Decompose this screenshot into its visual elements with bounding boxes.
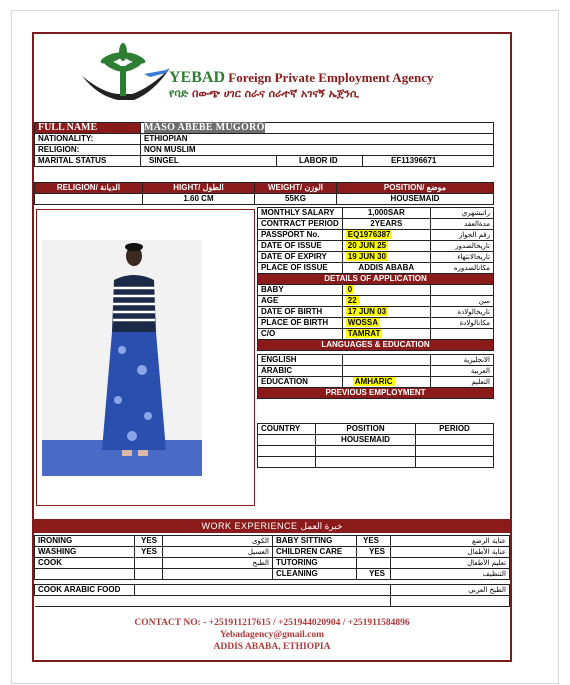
brand-name-en: YEBAD [169, 69, 226, 86]
detail-label-ar: راتبشهري [430, 208, 493, 219]
weight-value: 55KG [255, 194, 337, 205]
work-left-ar: الطبخ [163, 558, 273, 569]
application-label: AGE [258, 296, 343, 307]
application-value: WOSSA [347, 318, 379, 327]
marital-label: MARITAL STATUS [35, 156, 141, 167]
agency-name-en-text: Foreign Private Employment Agency [228, 70, 434, 85]
prev-header-position: POSITION [316, 424, 416, 435]
detail-label-ar: تاريخالانتهاء [430, 252, 493, 263]
work-empty-row [391, 596, 510, 607]
prev-empty [316, 457, 416, 468]
arabic-food-label: COOK ARABIC FOOD [35, 585, 135, 596]
language-label: ENGLISH [258, 355, 343, 366]
work-left-label [35, 569, 135, 580]
work-left-value [135, 569, 163, 580]
detail-label: PASSPORT No. [258, 230, 343, 241]
details-table [257, 207, 494, 399]
detail-row [258, 230, 494, 241]
work-left-value: YES [135, 536, 163, 547]
application-value: 17 JUN 03 [347, 307, 387, 316]
detail-label: CONTRACT PERIOD [258, 219, 343, 230]
work-right-value: YES [357, 547, 391, 558]
sheet-bottom-rule [32, 660, 512, 662]
language-row [258, 377, 494, 388]
application-label-ar: سن [430, 296, 493, 307]
application-label: DATE OF BIRTH [258, 307, 343, 318]
prev-period [416, 435, 494, 446]
full-name-label: FULL NAME [35, 123, 141, 134]
application-row [258, 307, 494, 318]
contact-email: Yebadagency@gmail.com [219, 630, 325, 640]
work-right-ar: عناية الأطفال [391, 547, 510, 558]
detail-row [258, 252, 494, 263]
work-right-ar: عناية الرضع [391, 536, 510, 547]
work-table [34, 535, 510, 607]
application-value-cell [342, 329, 430, 340]
work-right-ar: التنظيف [391, 569, 510, 580]
work-right-value: YES [357, 536, 391, 547]
work-right-ar: تعليم الأطفال [391, 558, 510, 569]
work-right-value: YES [357, 569, 391, 580]
attributes-table [34, 182, 494, 205]
previous-title: PREVIOUS EMPLOYMENT [258, 388, 494, 399]
prev-header-country: COUNTRY [258, 424, 316, 435]
agency-header [34, 34, 510, 120]
application-label: BABY [258, 285, 343, 296]
labor-id-value: EF11396671 [363, 156, 494, 167]
language-value [342, 366, 430, 377]
position-value: HOUSEMAID [337, 194, 494, 205]
application-value: 0 [347, 285, 353, 294]
detail-value-cell [342, 230, 430, 241]
detail-row [258, 219, 494, 230]
weight-header: WEIGHT/ الوزن [255, 183, 337, 194]
languages-title: LANGUAGES & EDUCATION [258, 340, 494, 351]
application-value: TAMRAT [347, 329, 381, 338]
detail-label: MONTHLY SALARY [258, 208, 343, 219]
language-label: ARABIC [258, 366, 343, 377]
work-left-value [135, 558, 163, 569]
application-title: DETAILS OF APPLICATION [258, 274, 494, 285]
application-row [258, 329, 494, 340]
personal-table [34, 122, 494, 167]
work-left-label: COOK [35, 558, 135, 569]
prev-empty [316, 446, 416, 457]
work-right-label: CHILDREN CARE [273, 547, 357, 558]
prev-empty [416, 446, 494, 457]
religion-header: RELIGION/ الديانة [35, 183, 143, 194]
prev-header-period: PERIOD [416, 424, 494, 435]
language-value: AMHARIC [354, 377, 393, 386]
agency-name-am [169, 87, 359, 101]
application-value-cell [342, 296, 430, 307]
detail-value: 19 JUN 30 [347, 252, 387, 261]
detail-row [258, 241, 494, 252]
application-value: 22 [347, 296, 357, 305]
work-row [35, 585, 510, 596]
contact-block [34, 617, 510, 653]
previous-table [257, 423, 494, 468]
language-label-ar: العربية [430, 366, 493, 377]
work-right-label: CLEANING [273, 569, 357, 580]
detail-value: ADDIS ABABA [342, 263, 430, 274]
work-experience-title: WORK EXPERIENCE خبرة العمل [34, 519, 510, 533]
prev-empty [258, 446, 316, 457]
application-label: C/O [258, 329, 343, 340]
full-name-value: MASO ABEBE MUGORO [144, 122, 265, 133]
work-left-value: YES [135, 547, 163, 558]
full-name-cell [141, 123, 494, 134]
work-left-ar: الكوى [163, 536, 273, 547]
detail-label: DATE OF ISSUE [258, 241, 343, 252]
work-row [35, 547, 510, 558]
religion-attr-value [35, 194, 143, 205]
application-label-ar [430, 329, 493, 340]
work-left-ar: الغسيل [163, 547, 273, 558]
prev-empty [416, 457, 494, 468]
religion-label: RELIGION: [35, 145, 141, 156]
detail-label-ar: رقم الجواز [430, 230, 493, 241]
application-value-cell [342, 318, 430, 329]
work-right-label: BABY SITTING [273, 536, 357, 547]
arabic-food-ar: الطبخ العربي [391, 585, 510, 596]
prev-country [258, 435, 316, 446]
application-value-cell [342, 285, 430, 296]
work-row [35, 536, 510, 547]
work-right-label: TUTORING [273, 558, 357, 569]
work-empty-row [35, 596, 391, 607]
language-row [258, 366, 494, 377]
application-label-ar: تاريخالولادة [430, 307, 493, 318]
contact-city: ADDIS ABABA, ETHIOPIA [213, 642, 331, 652]
work-left-label: IRONING [35, 536, 135, 547]
detail-row [258, 263, 494, 274]
height-value: 1.60 CM [143, 194, 255, 205]
detail-label-ar: مدةالعقد [430, 219, 493, 230]
contact-phones: CONTACT NO: - +251911217615 / +251944020904 / +251911584896 [134, 618, 410, 628]
application-label-ar [430, 285, 493, 296]
work-left-label: WASHING [35, 547, 135, 558]
application-row [258, 318, 494, 329]
agency-name-am-text: በውጭ ሀገር ስራና ሰራተኛ አገናኝ ኤጀንሲ [192, 87, 359, 100]
prev-empty [258, 457, 316, 468]
language-row [258, 355, 494, 366]
nationality-label: NATIONALITY: [35, 134, 141, 145]
detail-label: PLACE OF ISSUE [258, 263, 343, 274]
detail-value: 20 JUN 25 [347, 241, 387, 250]
brand-name-am: የባድ [169, 87, 189, 100]
language-label-ar: الانجليزية [430, 355, 493, 366]
agency-logo [74, 42, 174, 120]
height-header: HIGHT/ الطول [143, 183, 255, 194]
work-left-ar [163, 569, 273, 580]
application-row [258, 285, 494, 296]
marital-value: SINGEL [141, 156, 277, 167]
agency-name-en [169, 69, 433, 87]
detail-value: EQ1976387 [347, 230, 391, 239]
prev-position: HOUSEMAID [316, 435, 416, 446]
nationality-value: ETHIOPIAN [141, 134, 494, 145]
arabic-food-value [135, 585, 391, 596]
application-label: PLACE OF BIRTH [258, 318, 343, 329]
detail-label-ar: مكانالصدوره [430, 263, 493, 274]
work-right-value [357, 558, 391, 569]
application-label-ar: مكانالولادة [430, 318, 493, 329]
religion-value: NON MUSLIM [141, 145, 494, 156]
language-value [342, 355, 430, 366]
work-row [35, 569, 510, 580]
detail-value: 1,000SAR [342, 208, 430, 219]
work-row [35, 558, 510, 569]
labor-id-label: LABOR ID [277, 156, 363, 167]
language-value-cell [342, 377, 430, 388]
detail-value-cell [342, 252, 430, 263]
full-body-photo [42, 240, 202, 476]
detail-label-ar: تاريخالصدور [430, 241, 493, 252]
position-header: POSITION/ موضع [337, 183, 494, 194]
application-value-cell [342, 307, 430, 318]
language-label: EDUCATION [258, 377, 343, 388]
application-row [258, 296, 494, 307]
detail-value: 2YEARS [342, 219, 430, 230]
language-label-ar: التعليم [430, 377, 493, 388]
detail-value-cell [342, 241, 430, 252]
detail-row [258, 208, 494, 219]
detail-label: DATE OF EXPIRY [258, 252, 343, 263]
